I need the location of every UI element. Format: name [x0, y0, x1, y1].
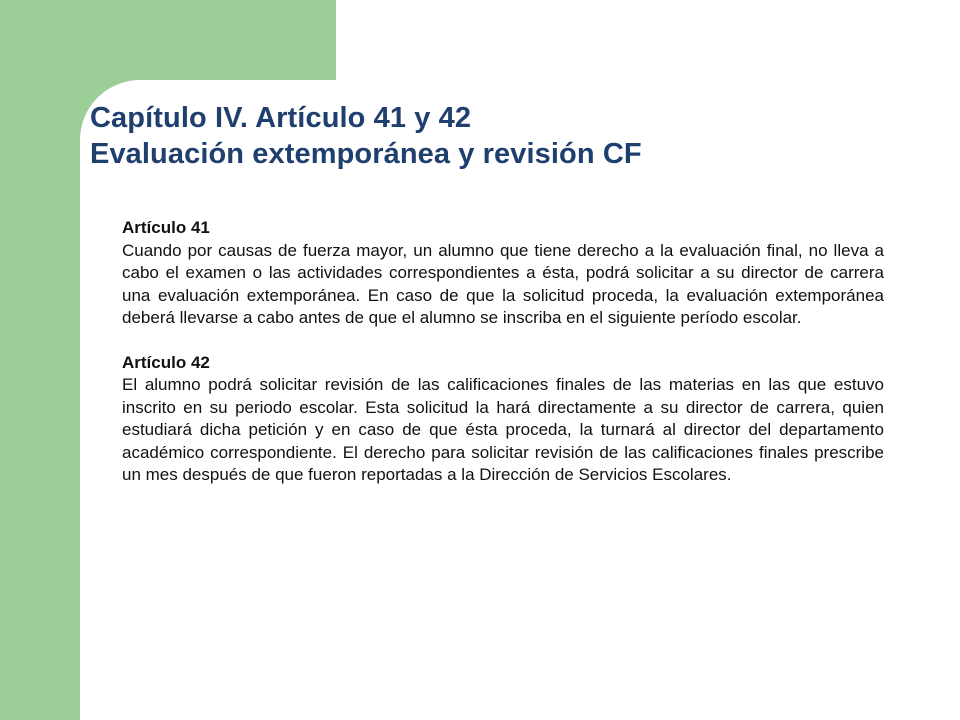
article-42-heading: Artículo 42 [122, 352, 210, 372]
slide-title-line-1: Capítulo IV. Artículo 41 y 42 [90, 102, 472, 134]
article-41 [122, 217, 884, 330]
article-42-text: El alumno podrá solicitar revisión de las calificaciones finales de las materias en las que estuvo inscrito en su periodo escolar. Esta solicitud la hará directamente a su director de carrera, quien estudiará dicha petición y en caso de que ésta proceda, la turnará al director del departamento académico correspondiente. El derecho para solicitar revisión de las calificaciones finales prescribe un mes después de que fueron reportadas a la Dirección de Servicios Escolares. [122, 375, 884, 484]
article-42 [122, 352, 884, 487]
slide-title-line-2: Evaluación extemporánea y revisión CF [90, 138, 642, 170]
slide-title [90, 100, 642, 172]
article-41-text: Cuando por causas de fuerza mayor, un alumno que tiene derecho a la evaluación final, no lleva a cabo el examen o las actividades correspondientes a ésta, podrá solicitar a su director de carrera una evaluación extemporánea. En caso de que la solicitud proceda, la evaluación extemporánea deberá llevarse a cabo antes de que el alumno se inscriba en el siguiente período escolar. [122, 240, 884, 327]
article-41-heading: Artículo 41 [122, 218, 210, 237]
slide-body [122, 217, 884, 487]
